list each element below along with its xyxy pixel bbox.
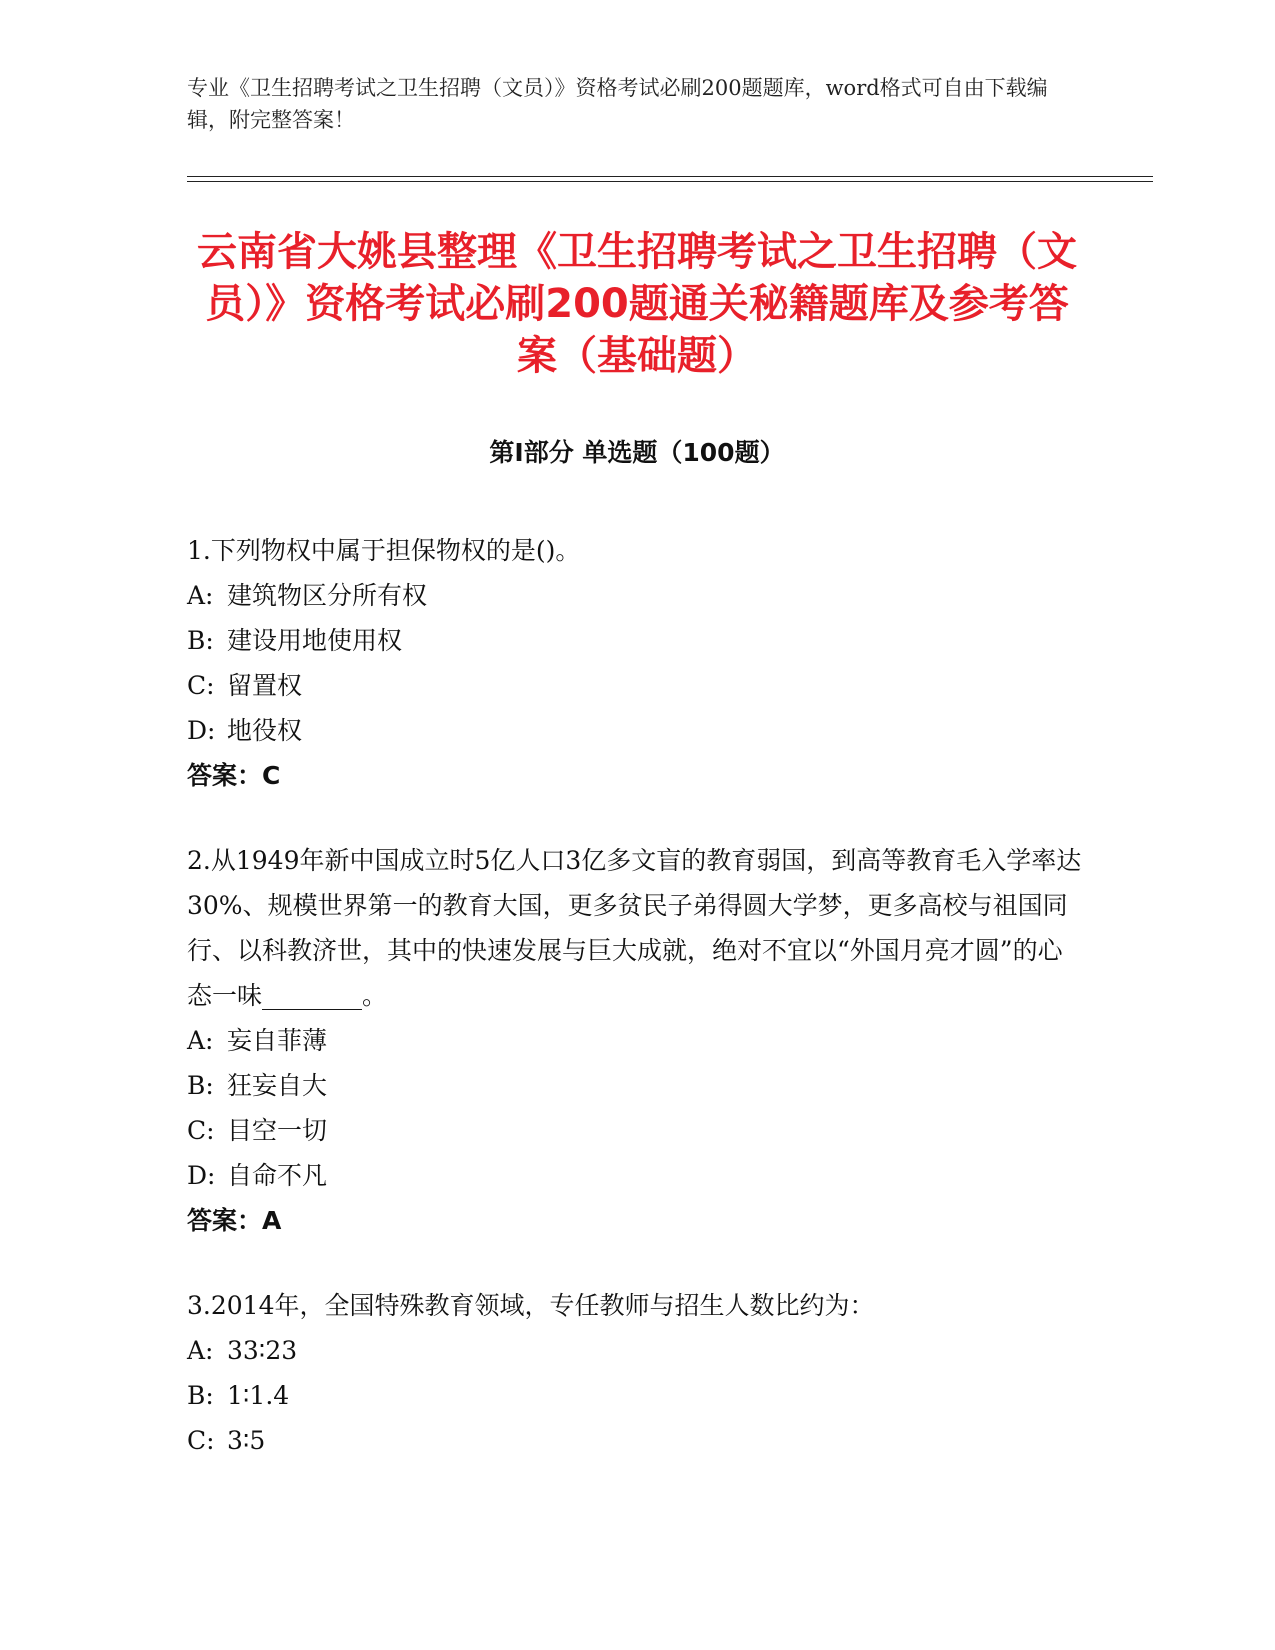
option-letter: B: (187, 1381, 214, 1410)
option-a (187, 573, 1087, 618)
question-3 (187, 1283, 1087, 1463)
option-letter: C: (187, 1426, 215, 1455)
option-b (187, 618, 1087, 663)
section-title: 第I部分 单选题（100题） (489, 438, 785, 467)
option-d (187, 708, 1087, 753)
option-b (187, 1373, 1087, 1418)
option-text: 自命不凡 (227, 1161, 328, 1190)
question-list (187, 528, 1087, 1503)
option-text: 目空一切 (227, 1116, 328, 1145)
option-text: 3∶5 (227, 1426, 266, 1455)
option-letter: B: (187, 626, 214, 655)
option-letter: C: (187, 671, 215, 700)
question-stem: 1.下列物权中属于担保物权的是()。 (187, 536, 581, 565)
option-d (187, 1153, 1087, 1198)
question-stem: 3.2014年，全国特殊教育领域，专任教师与招生人数比约为： (187, 1291, 875, 1320)
option-text: 妄自菲薄 (227, 1026, 328, 1055)
option-b (187, 1063, 1087, 1108)
header-note: 专业《卫生招聘考试之卫生招聘（文员）》资格考试必刷200题题库，word格式可自由下载编辑，附完整答案！ (187, 76, 1048, 132)
document-title: 云南省大姚县整理《卫生招聘考试之卫生招聘（文员）》资格考试必刷200题通关秘籍题库及参考答案（基础题） (197, 229, 1077, 379)
question-1 (187, 528, 1087, 798)
answer: 答案：C (187, 761, 281, 790)
option-text: 狂妄自大 (227, 1071, 328, 1100)
option-letter: C: (187, 1116, 215, 1145)
option-c (187, 1418, 1087, 1463)
question-2 (187, 838, 1087, 1243)
option-text: 建筑物区分所有权 (227, 581, 428, 610)
option-text: 1∶1.4 (227, 1381, 290, 1410)
header-rule-bottom (187, 181, 1153, 182)
option-a (187, 1018, 1087, 1063)
option-letter: A: (187, 581, 214, 610)
option-a (187, 1328, 1087, 1373)
option-text: 建设用地使用权 (227, 626, 403, 655)
header-rule-top (187, 176, 1153, 177)
option-letter: A: (187, 1026, 214, 1055)
option-letter: D: (187, 1161, 216, 1190)
option-text: 留置权 (227, 671, 303, 700)
answer: 答案：A (187, 1206, 282, 1235)
option-c (187, 1108, 1087, 1153)
option-text: 地役权 (227, 716, 303, 745)
option-letter: D: (187, 716, 216, 745)
option-text: 33∶23 (227, 1336, 298, 1365)
option-letter: B: (187, 1071, 214, 1100)
option-c (187, 663, 1087, 708)
option-letter: A: (187, 1336, 214, 1365)
question-stem: 2.从1949年新中国成立时5亿人口3亿多文盲的教育弱国，到高等教育毛入学率达30%、规模世界第一的教育大国，更多贫民子弟得圆大学梦，更多高校与祖国同行、以科教济世，其中的快速发展与巨大成就，绝对不宜以“外国月亮才圆”的心态一味________。 (187, 846, 1082, 1010)
